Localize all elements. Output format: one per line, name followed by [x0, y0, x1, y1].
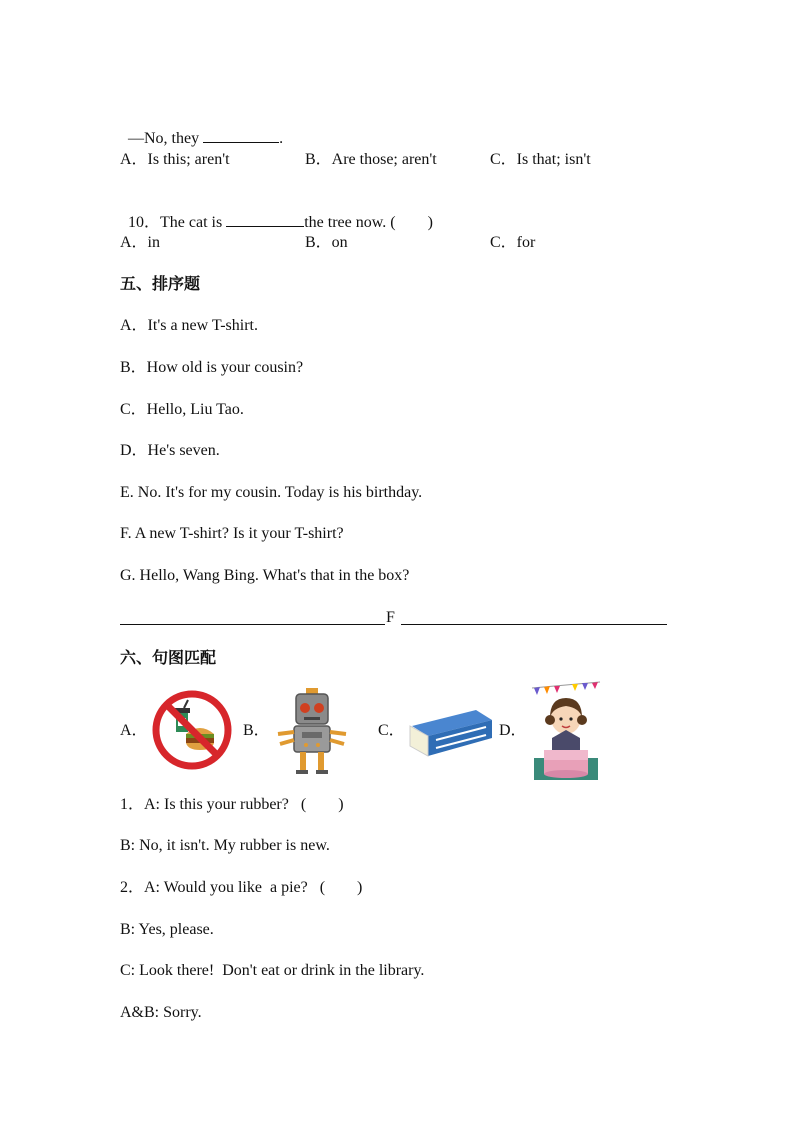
answer-blank-left[interactable]: [120, 624, 385, 625]
section5-item-a: A．It's a new T-shirt.: [120, 317, 258, 334]
q9-option-a: A．Is this; aren't: [120, 151, 230, 168]
section5-item-d: D．He's seven.: [120, 442, 220, 459]
birthday-girl-icon: [530, 678, 602, 782]
rubber-icon: [406, 704, 494, 758]
section5-title: 五、排序题: [120, 274, 201, 293]
section6-line-5: C: Look there! Don't eat or drink in the library.: [120, 962, 425, 979]
q10-blank[interactable]: [226, 212, 304, 227]
q10-prefix: 10．The cat is: [128, 214, 227, 231]
section5-item-b: B．How old is your cousin?: [120, 359, 304, 376]
picture-label-c: C．: [378, 722, 405, 739]
no-food-drink-icon: [150, 688, 234, 772]
section6-line-4: B: Yes, please.: [120, 921, 214, 938]
section6-line-2: B: No, it isn't. My rubber is new.: [120, 837, 330, 854]
answer-marker: F: [386, 609, 395, 626]
section6-title: 六、句图匹配: [120, 648, 217, 667]
picture-label-d: D．: [499, 722, 527, 739]
picture-label-b: B．: [243, 722, 270, 739]
q9-option-c: C．Is that; isn't: [490, 151, 591, 168]
section5-item-e: E. No. It's for my cousin. Today is his birthday.: [120, 484, 423, 501]
section6-line-6: A&B: Sorry.: [120, 1004, 202, 1021]
section6-line-1: 1．A: Is this your rubber? ( ): [120, 796, 344, 813]
section5-item-g: G. Hello, Wang Bing. What's that in the box?: [120, 567, 410, 584]
q9-answer-line: [120, 108, 283, 149]
q10-option-c: C．for: [490, 234, 536, 251]
q10-option-a: A．in: [120, 234, 161, 251]
robot-icon: [272, 686, 352, 776]
q10-question: [120, 192, 433, 233]
q10-option-b: B．on: [305, 234, 348, 251]
q9-answer-suffix: .: [279, 130, 284, 147]
section6-line-3: 2．A: Would you like a pie? ( ): [120, 879, 363, 896]
q10-suffix: the tree now. ( ): [304, 214, 433, 231]
picture-label-a: A．: [120, 722, 148, 739]
section5-item-c: C．Hello, Liu Tao.: [120, 401, 244, 418]
answer-blank-right[interactable]: [401, 624, 667, 625]
q9-answer-prefix: —No, they: [128, 130, 204, 147]
q9-option-b: B．Are those; aren't: [305, 151, 437, 168]
section5-item-f: F. A new T-shirt? Is it your T-shirt?: [120, 525, 344, 542]
q9-blank[interactable]: [203, 128, 279, 143]
